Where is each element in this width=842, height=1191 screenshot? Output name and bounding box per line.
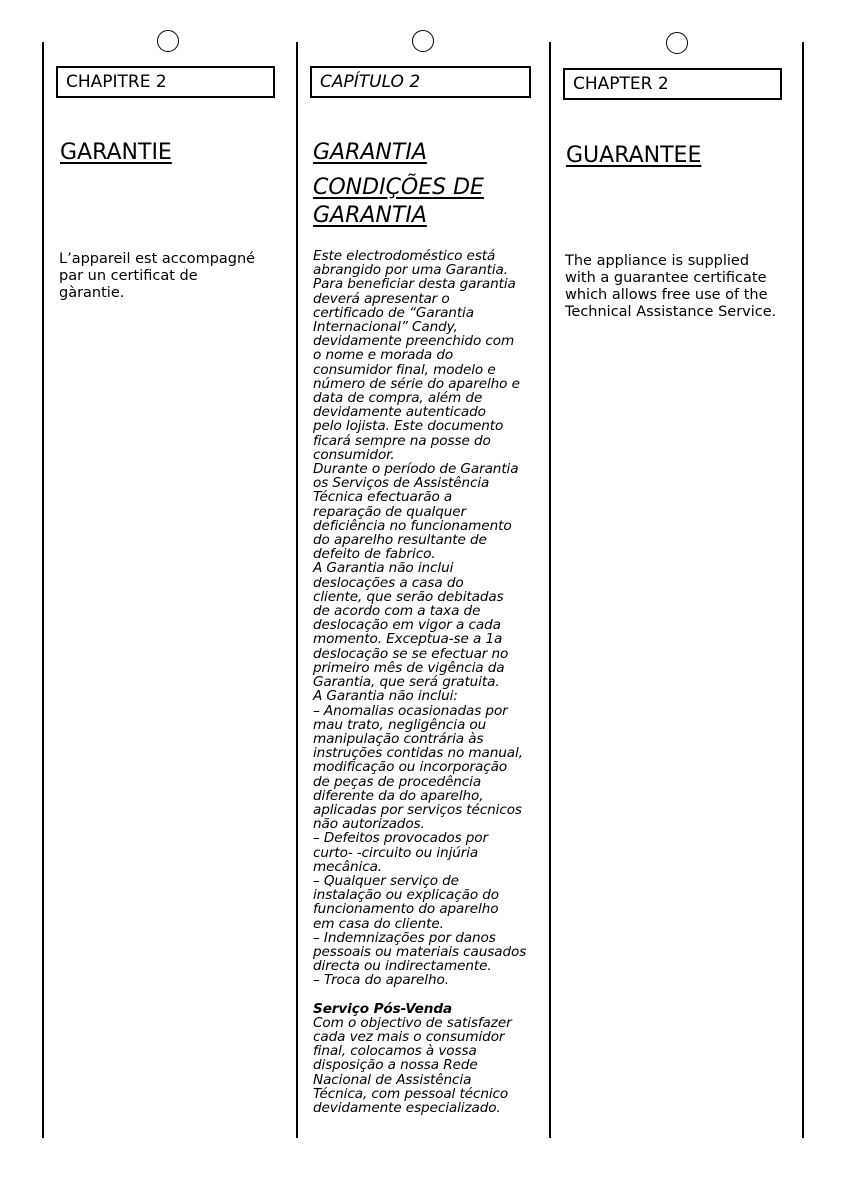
column-divider-left <box>42 42 44 1138</box>
chapter-title-en: CHAPTER 2 <box>573 74 669 94</box>
pt-paragraph-warranty: Este electrodoméstico está abrangido por uma Garantia. Para beneficiar desta garantia deverá apresentar o certificado de “Garantia Internacional” Candy, devidamente preenchido com o nome e morada do consumidor final, modelo e número de série do aparelho e data de compra, além de devidamente autenticado pelo lojista. Este documento ficará sempre na posse do consumidor. <box>313 248 520 463</box>
subheading-pt-line1: CONDIÇÕES DE <box>313 175 484 200</box>
pt-paragraph-travel: A Garantia não inclui deslocações a casa do cliente, que serão debitadas de acordo com a taxa de deslocação em vigor a cada momento. Exceptua-se a 1a deslocação se se efectuar no primeiro mês de vigência da Garantia, que será gratuita. <box>313 560 509 691</box>
chapter-title-fr: CHAPITRE 2 <box>66 72 167 92</box>
body-text-fr: L’appareil est accompagné par un certificat de gàrantie. <box>59 251 256 301</box>
chapter-box-en <box>563 68 782 100</box>
language-marker-fr <box>157 30 179 52</box>
body-text-en: The appliance is supplied with a guarantee certificate which allows free use of the Technical Assistance Service. <box>565 253 777 320</box>
language-marker-pt <box>412 30 434 52</box>
chapter-box-fr <box>56 66 275 98</box>
subheading-pt-line2: GARANTIA <box>313 203 427 228</box>
heading-fr: GARANTIE <box>60 140 172 165</box>
subheading-pt <box>313 174 484 230</box>
heading-pt: GARANTIA <box>313 140 427 165</box>
pt-service-body: Com o objectivo de satisfazer cada vez mais o consumidor final, colocamos à vossa disposição a nossa Rede Nacional de Assistência Técnica, com pessoal técnico devidamente especializado. <box>313 1014 512 1116</box>
language-marker-en <box>666 32 688 54</box>
column-divider-2 <box>549 42 551 1138</box>
pt-paragraph-repair: Durante o período de Garantia os Serviços de Assistência Técnica efectuarão a reparação de qualquer deficiência no funcionamento do aparelho resultante de defeito de fabrico. <box>313 461 519 563</box>
chapter-box-pt <box>310 66 531 98</box>
pt-service-title: Serviço Pós-Venda <box>313 1000 453 1017</box>
body-text-pt <box>313 249 548 1115</box>
heading-en: GUARANTEE <box>566 143 702 168</box>
chapter-title-pt: CAPÍTULO 2 <box>320 72 421 92</box>
column-divider-1 <box>296 42 298 1138</box>
pt-paragraph-exclusions: A Garantia não inclui: – Anomalias ocasionadas por mau trato, negligência ou manipulação contrária às instruções contidas no manual, modificação ou incorporação de peças de procedência diferente da do aparelho, aplicadas por serviços técnicos não autorizados. – Defeitos provocados por curto- -circuito ou injúria mecânica. – Qualquer serviço de instalação ou explicação do funcionamento do aparelho em casa do cliente. – Indemnizações por danos pessoais ou materiais causados directa ou indirectamente. – Troca do aparelho. <box>313 688 527 989</box>
column-divider-right <box>802 42 804 1138</box>
